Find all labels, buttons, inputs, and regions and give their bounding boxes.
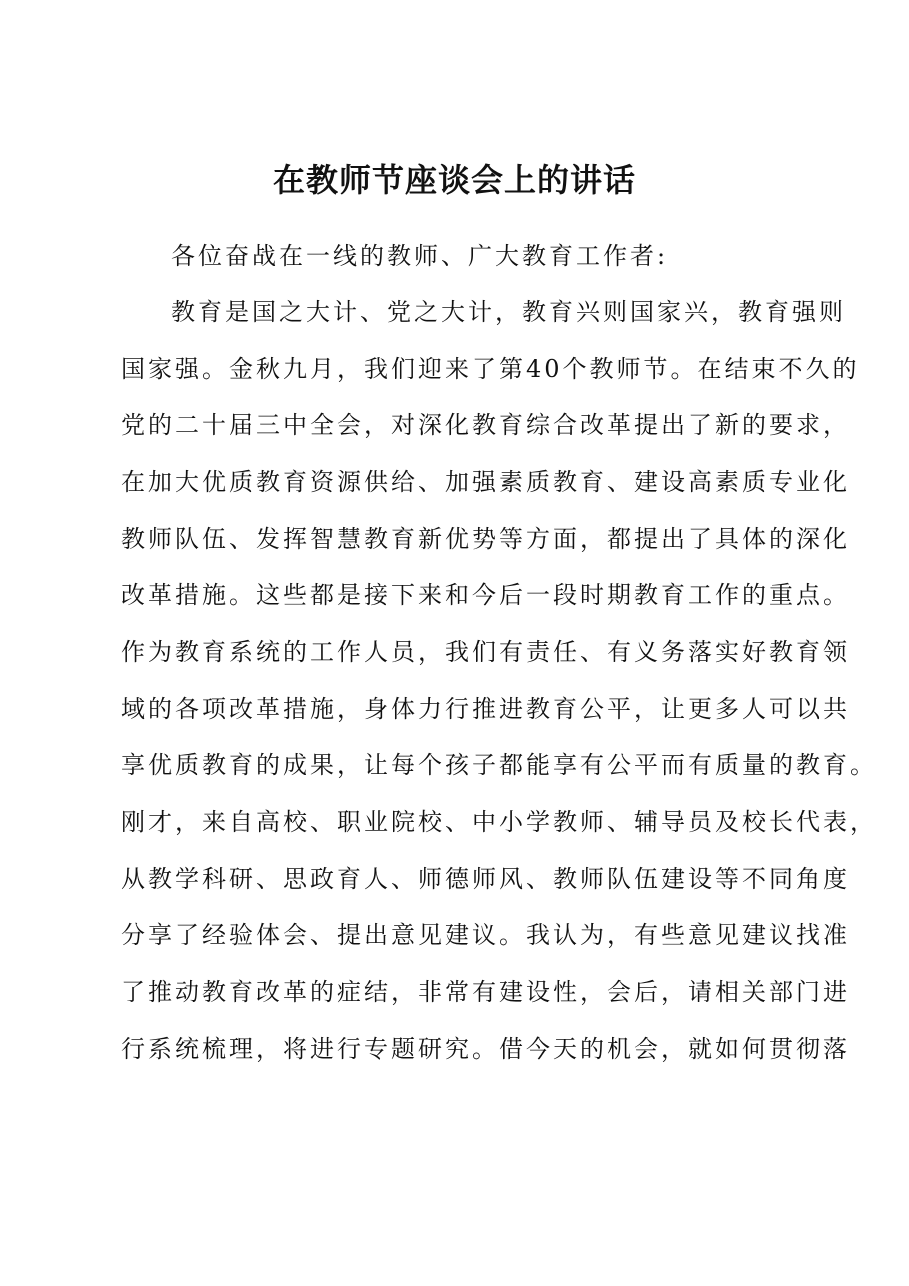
document-title: 在教师节座谈会上的讲话	[272, 161, 636, 199]
salutation: 各位奋战在一线的教师、广大教育工作者:	[171, 242, 669, 270]
paragraph-line: 从教学科研、思政育人、师德师风、教师队伍建设等不同角度	[121, 865, 850, 893]
paragraph-line: 党的二十届三中全会，对深化教育综合改革提出了新的要求，	[121, 411, 850, 439]
paragraph-line: 教育是国之大计、党之大计，教育兴则国家兴，教育强则	[171, 298, 846, 326]
paragraph-line: 分享了经验体会、提出意见建议。我认为，有些意见建议找准	[121, 921, 850, 949]
paragraph-line: 作为教育系统的工作人员，我们有责任、有义务落实好教育领	[121, 638, 850, 666]
paragraph-line: 在加大优质教育资源供给、加强素质教育、建设高素质专业化	[121, 468, 850, 496]
paragraph-line: 刚才，来自高校、职业院校、中小学教师、辅导员及校长代表，	[121, 808, 877, 836]
paragraph-line: 了推动教育改革的症结，非常有建设性，会后，请相关部门进	[121, 978, 850, 1006]
paragraph-line: 享优质教育的成果，让每个孩子都能享有公平而有质量的教育。	[121, 751, 877, 779]
paragraph-line: 国家强。金秋九月，我们迎来了第40个教师节。在结束不久的	[121, 355, 860, 383]
paragraph-line: 行系统梳理，将进行专题研究。借今天的机会，就如何贯彻落	[121, 1035, 850, 1063]
paragraph-line: 域的各项改革措施，身体力行推进教育公平，让更多人可以共	[121, 695, 850, 723]
paragraph-line: 改革措施。这些都是接下来和今后一段时期教育工作的重点。	[121, 581, 850, 609]
paragraph-line: 教师队伍、发挥智慧教育新优势等方面，都提出了具体的深化	[121, 525, 850, 553]
